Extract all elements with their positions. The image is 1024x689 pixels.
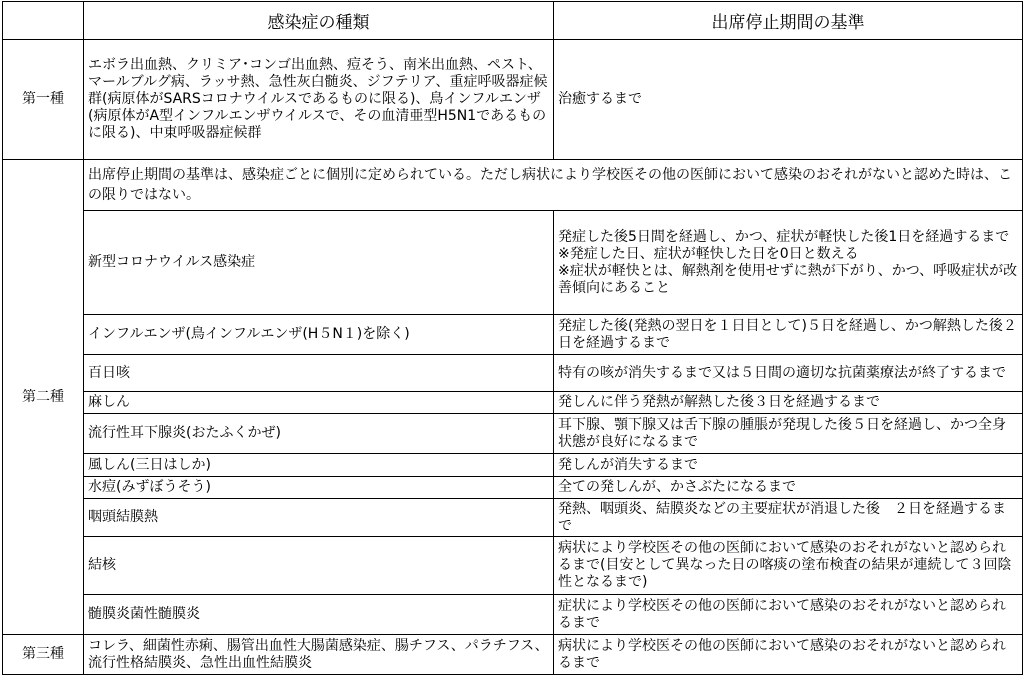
disease-name: 百日咳 — [84, 355, 554, 392]
disease-name: 麻しん — [84, 392, 554, 414]
table-row — [3, 355, 1023, 392]
disease-criteria: 全ての発しんが、かさぶたになるまで — [554, 477, 1023, 499]
disease-criteria: 発しんに伴う発熱が解熱した後３日を経過するまで — [554, 392, 1023, 414]
table-row — [3, 477, 1023, 499]
class1-criteria: 治癒するまで — [554, 40, 1023, 160]
class3-diseases: コレラ、細菌性赤痢、腸管出血性大腸菌感染症、腸チフス、パラチフス、流行性格結膜炎、急性出血性結膜炎 — [84, 635, 554, 675]
disease-name: 風しん(三日はしか) — [84, 454, 554, 477]
disease-name: 流行性耳下腺炎(おたふくかぜ) — [84, 414, 554, 454]
disease-criteria: 耳下腺、顎下腺又は舌下腺の腫脹が発現した後５日を経過し、かつ全身状態が良好になるまで — [554, 414, 1023, 454]
disease-criteria: 症状により学校医その他の医師において感染のおそれがないと認められるまで — [554, 595, 1023, 635]
header-criteria: 出席停止期間の基準 — [554, 2, 1023, 40]
infection-table — [2, 1, 1023, 675]
table-row — [3, 537, 1023, 595]
disease-name: 新型コロナウイルス感染症 — [84, 211, 554, 315]
table-row — [3, 414, 1023, 454]
disease-name: 咽頭結膜熱 — [84, 499, 554, 537]
class3-criteria: 病状により学校医その他の医師において感染のおそれがないと認められるまで — [554, 635, 1023, 675]
class1-row — [3, 40, 1023, 160]
table-row — [3, 315, 1023, 355]
disease-name: 水痘(みずぼうそう) — [84, 477, 554, 499]
table-row — [3, 211, 1023, 315]
class3-label: 第三種 — [3, 635, 84, 675]
table-row — [3, 454, 1023, 477]
class3-row — [3, 635, 1023, 675]
table-row — [3, 392, 1023, 414]
header-blank — [3, 2, 84, 40]
disease-criteria: 発しんが消失するまで — [554, 454, 1023, 477]
disease-criteria: 特有の咳が消失するまで又は５日間の適切な抗菌薬療法が終了するまで — [554, 355, 1023, 392]
disease-name: 髄膜炎菌性髄膜炎 — [84, 595, 554, 635]
disease-criteria: 発症した後5日間を経過し、かつ、症状が軽快した後1日を経過するまで ※発症した日、症状が軽快した日を0日と数える ※症状が軽快とは、解熱剤を使用せずに熱が下がり、かつ、呼吸症状が改善傾向にあること — [554, 211, 1023, 315]
table-row — [3, 595, 1023, 635]
disease-criteria: 病状により学校医その他の医師において感染のおそれがないと認められるまで(目安として異なった日の喀痰の塗布検査の結果が連続して３回陰性となるまで) — [554, 537, 1023, 595]
class1-diseases: エボラ出血熱、クリミア･コンゴ出血熱、痘そう、南米出血熱、ペスト、マールブルグ病、ラッサ熱、急性灰白髄炎、ジフテリア、重症呼吸器症候群(病原体がSARSコロナウイルスであるものに限る)、鳥インフルエンザ(病原体がA型インフルエンザウイルスで、その血清亜型H5N1であるものに限る)、中東呼吸器症候群 — [84, 40, 554, 160]
class2-label: 第二種 — [3, 160, 84, 635]
header-row — [3, 2, 1023, 40]
class2-note: 出席停止期間の基準は、感染症ごとに個別に定められている。ただし病状により学校医その他の医師において感染のおそれがないと認めた時は、この限りではない。 — [84, 160, 1023, 211]
class2-note-row — [3, 160, 1023, 211]
class1-label: 第一種 — [3, 40, 84, 160]
disease-criteria: 発症した後(発熱の翌日を１日目として)５日を経過し、かつ解熱した後２日を経過するまで — [554, 315, 1023, 355]
disease-name: 結核 — [84, 537, 554, 595]
table-row — [3, 499, 1023, 537]
disease-criteria: 発熱、咽頭炎、結膜炎などの主要症状が消退した後 ２日を経過するまで — [554, 499, 1023, 537]
header-disease-type: 感染症の種類 — [84, 2, 554, 40]
disease-name: インフルエンザ(鳥インフルエンザ(H５N１)を除く) — [84, 315, 554, 355]
